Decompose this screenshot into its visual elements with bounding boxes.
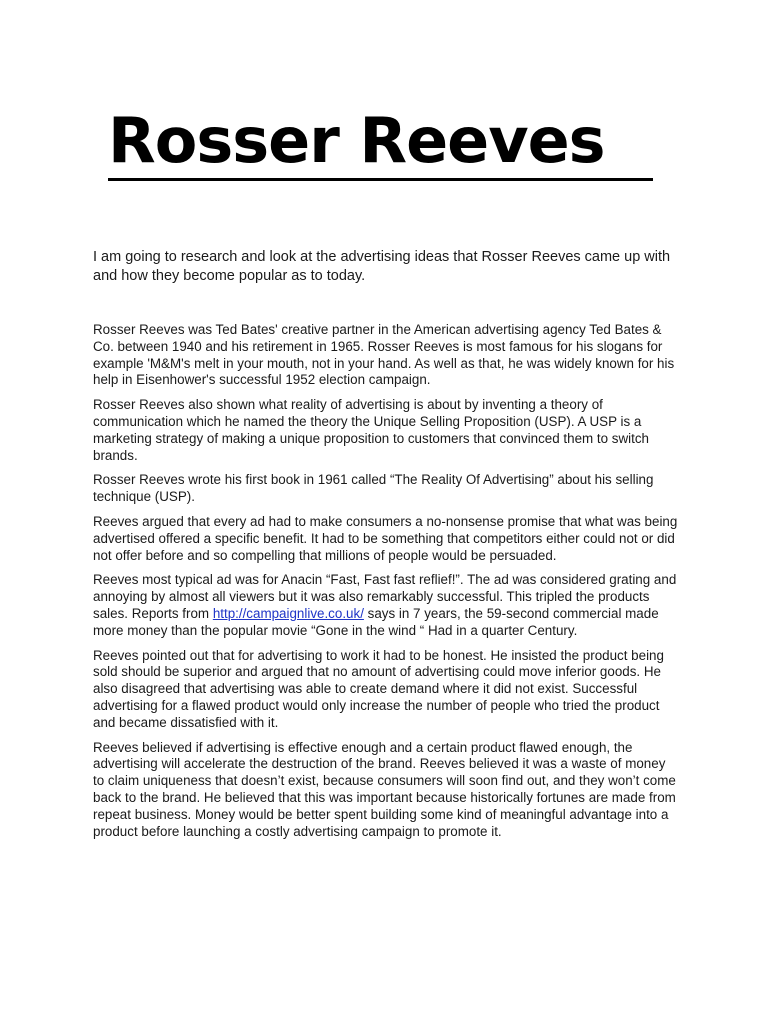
paragraph-no-nonsense-promise: Reeves argued that every ad had to make consumers a no-nonsense promise that what was being advertised offered a specific benefit. It had to be something that competitors either could not or did not offer before and so compelling that millions of people would be persuaded. (93, 513, 678, 563)
paragraph-first-book: Rosser Reeves wrote his first book in 1961 called “The Reality Of Advertising” about his selling technique (USP). (93, 472, 654, 505)
intro-paragraph: I am going to research and look at the advertising ideas that Rosser Reeves came up with and how they become popular as to today. (93, 249, 671, 284)
paragraph-honest-advertising: Reeves pointed out that for advertising to work it had to be honest. He insisted the product being sold should be superior and argued that no amount of advertising could move inferior goods. He also disagreed that advertising was able to create demand where it did not exist. Successful advertising for a flawed product would only increase the number of people who tried the product and became dissatisfied with it. (93, 647, 664, 730)
anacin-text-after-link: says in 7 years, the 59-second commercial made more money than the popular movie “Gone in the wind “ Had in a quarter Century. (93, 605, 659, 638)
anacin-text-before-link: Reeves most typical ad was for Anacin “Fast, Fast fast reflief!”. The ad was considered grating and annoying by almost all viewers but it was also remarkably successful. This tripled the products sales. Reports from (93, 572, 677, 621)
paragraph-biography: Rosser Reeves was Ted Bates' creative partner in the American advertising agency Ted Bates & Co. between 1940 and his retirement in 1965. Rosser Reeves is most famous for his slogans for example 'M&M's melt in your mouth, not in your hand. As well as that, he was widely known for his help in Eisenhower's successful 1952 election campaign. (93, 322, 675, 388)
paragraph-usp-theory: Rosser Reeves also shown what reality of advertising is about by inventing a theory of communication which he named the theory the Unique Selling Proposition (USP). A USP is a marketing strategy of making a unique proposition to customers that convinced them to switch brands. (93, 397, 649, 463)
paragraph-brand-destruction: Reeves believed if advertising is effective enough and a certain product flawed enough, the advertising will accelerate the destruction of the brand. Reeves believed it was a waste of money to claim uniqueness that doesn’t exist, because consumers will soon find out, and they won’t come back to the brand. He believed that this was important because historically fortunes are made from repeat business. Money would be better spent building some kind of meaningful advantage into a product before launching a costly advertising campaign to promote it. (93, 739, 676, 839)
document-body (93, 322, 678, 848)
paragraph-anacin-ad (93, 572, 678, 639)
page-title: Rosser Reeves (108, 104, 653, 181)
campaignlive-link[interactable]: http://campaignlive.co.uk/ (212, 605, 364, 621)
